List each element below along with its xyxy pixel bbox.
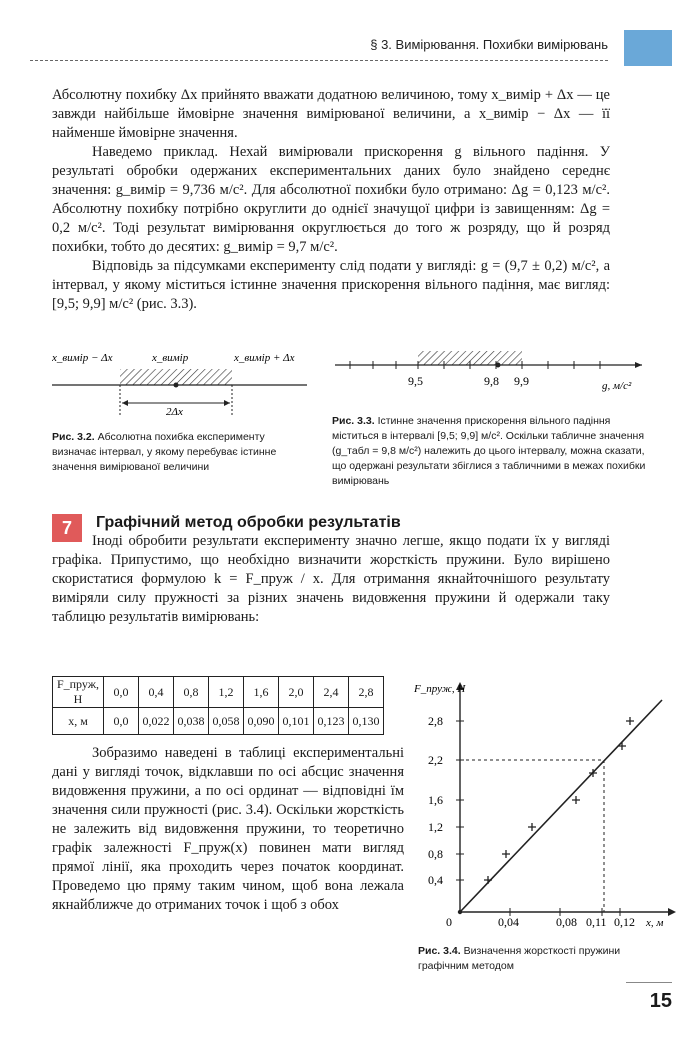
page-header (0, 30, 700, 70)
fig34-y-tick-label: 0,4 (428, 873, 443, 887)
fig34-x-tick-label: 0,04 (498, 915, 519, 929)
table-cell: 0,8 (174, 677, 209, 708)
header-title: § 3. Вимірювання. Похибки вимірювань (370, 37, 608, 52)
figure-3-4 (410, 672, 680, 940)
table-cell: 0,101 (279, 708, 314, 735)
table-cell: 0,4 (139, 677, 174, 708)
table-cell: 0,123 (314, 708, 349, 735)
paragraph-1: Абсолютну похибку Δx прийнято вважати додатною величиною, тому x_вимір + Δx — це завжди найбільше ймовірне значення вимірюваної величини, а x_вимір − Δx — її найменше ймовірне значення. (52, 87, 610, 141)
fig34-x-tick-label: 0 (446, 915, 452, 929)
fig33-tick-99: 9,9 (514, 374, 529, 388)
table-cell: 2,8 (349, 677, 384, 708)
table-header-cell: x, м (53, 708, 104, 735)
table-cell: 0,0 (104, 708, 139, 735)
section-number-badge: 7 (52, 514, 82, 542)
figure-3-3 (330, 345, 650, 410)
fig32-width-label: 2Δx (166, 406, 183, 418)
fig34-x-tick-label: 0,11 (586, 915, 607, 929)
header-color-box (624, 30, 672, 66)
fig33-axis-arrow (635, 362, 642, 368)
fig32-arrow-left (122, 400, 128, 406)
paragraph-2: Наведемо приклад. Нехай вимірювали прискорення g вільного падіння. У результаті обробки одержаних експериментальних даних було знайдено середнє значення: g_вимір = 9,736 м/с². Для абсолютної похибки було отримано: Δg = 0,123 м/с². Абсолютну похибку потрібно округлити до однієї значущої цифри із завищенням: Δg = 0,2 м/с². Тоді результат вимірювання округлюється до того ж розряду, що й розряд похибки, тобто до десятих: g_вимір = 9,7 м/с². (52, 144, 610, 255)
fig34-caption (418, 944, 658, 974)
fig34-caption-text: Визначення жорсткості пружини графічним методом (418, 945, 621, 972)
fig33-caption-text: Істинне значення прискорення вільного падіння міститься в інтервалі [9,5; 9,9] м/с². Оскільки табличне значення (g_табл = 9,8 м/с²) належить до цього інтервалу, можна сказати, що одержані результати збіглися з табличними в межах похибки вимірювань (332, 415, 646, 487)
text-block-section (52, 532, 610, 627)
fig34-x-tick-label: 0,12 (614, 915, 635, 929)
fig33-caption (332, 414, 650, 489)
fig34-y-tick-label: 1,2 (428, 820, 443, 834)
fig32-caption (52, 430, 292, 475)
fig32-label-mid: x_вимір (152, 352, 189, 364)
fig33-caption-label: Рис. 3.3. (332, 415, 375, 427)
fig34-y-label: F_пруж, Н (414, 683, 466, 695)
fig32-arrow-right (224, 400, 230, 406)
table-cell: 0,058 (209, 708, 244, 735)
fig34-x-label: x, м (646, 917, 664, 929)
fig34-x-tick-label: 0,08 (556, 915, 577, 929)
table-cell: 0,0 (104, 677, 139, 708)
page-number: 15 (649, 990, 672, 1012)
table-row (53, 677, 384, 708)
fig34-x-arrow (668, 908, 676, 916)
fig32-label-right: x_вимір + Δx (234, 352, 295, 364)
header-rule (30, 60, 608, 61)
fig34-caption-label: Рис. 3.4. (418, 945, 461, 957)
fig34-y-tick-label: 2,8 (428, 714, 443, 728)
paragraph-3: Відповідь за підсумками експерименту слід подати у вигляді: g = (9,7 ± 0,2) м/с², а інтервал, у якому міститься істинне значення прискорення вільного падіння, має вигляд: [9,5; 9,9] м/с² (рис. 3.3). (52, 258, 610, 312)
paragraph-4: Іноді обробити результати експерименту значно легше, якщо подати їх у вигляді графіка. Припустимо, що необхідно визначити жорсткість пружини. Було вирішено скористатися формулою k = F_пруж / x. Для отримання якнайточнішого результату виміряли силу пружності за різних значень видовження пружини й одержали таку таблицю результатів вимірювань: (52, 533, 610, 625)
table-cell: 0,090 (244, 708, 279, 735)
table-row (53, 708, 384, 735)
figure-3-2 (52, 345, 312, 425)
text-block-bottom (52, 744, 404, 915)
fig32-label-left: x_вимір − Δx (52, 352, 113, 364)
fig34-y-tick-label: 2,2 (428, 753, 443, 767)
table-cell: 2,4 (314, 677, 349, 708)
text-block-top (52, 86, 610, 314)
table-cell: 0,130 (349, 708, 384, 735)
fig33-tick-95: 9,5 (408, 374, 423, 388)
fig32-caption-text: Абсолютна похибка експерименту визначає інтервал, у якому перебуває істинне значення вимірюваної величини (52, 431, 277, 473)
fig32-caption-label: Рис. 3.2. (52, 431, 95, 443)
paragraph-5: Зобразимо наведені в таблиці експериментальні дані у вигляді точок, відклавши по осі абсцис значення видовження пружини, а по осі ординат — відповідні їм значення сили пружності (рис. 3.4). Оскільки жорсткість не залежить від видовження пружини, то теоретично графік залежності F_пруж(x) повинен мати вигляд прямої лінії, яка проходить через початок координат. Проведемо цю пряму таким чином, щоб вона лежала якнайближче до отриманих точок і щоб з обох (52, 745, 404, 913)
table-header-cell: F_пруж, Н (53, 677, 104, 708)
fig33-axis-label: g, м/с² (602, 380, 632, 392)
measurements-table (52, 676, 384, 735)
fig34-data-points (484, 717, 634, 884)
table-cell: 1,2 (209, 677, 244, 708)
section-title: Графічний метод обробки результатів (96, 514, 401, 531)
page-number-rule (626, 982, 672, 983)
table-cell: 1,6 (244, 677, 279, 708)
table-cell: 0,038 (174, 708, 209, 735)
table-cell: 2,0 (279, 677, 314, 708)
fig34-y-tick-label: 0,8 (428, 847, 443, 861)
fig33-tick-98: 9,8 (484, 374, 499, 388)
table-cell: 0,022 (139, 708, 174, 735)
fig33-table-value-point (496, 363, 501, 368)
fig34-origin-point (458, 910, 462, 914)
fig34-y-tick-label: 1,6 (428, 793, 443, 807)
fig32-center-point (174, 383, 179, 388)
